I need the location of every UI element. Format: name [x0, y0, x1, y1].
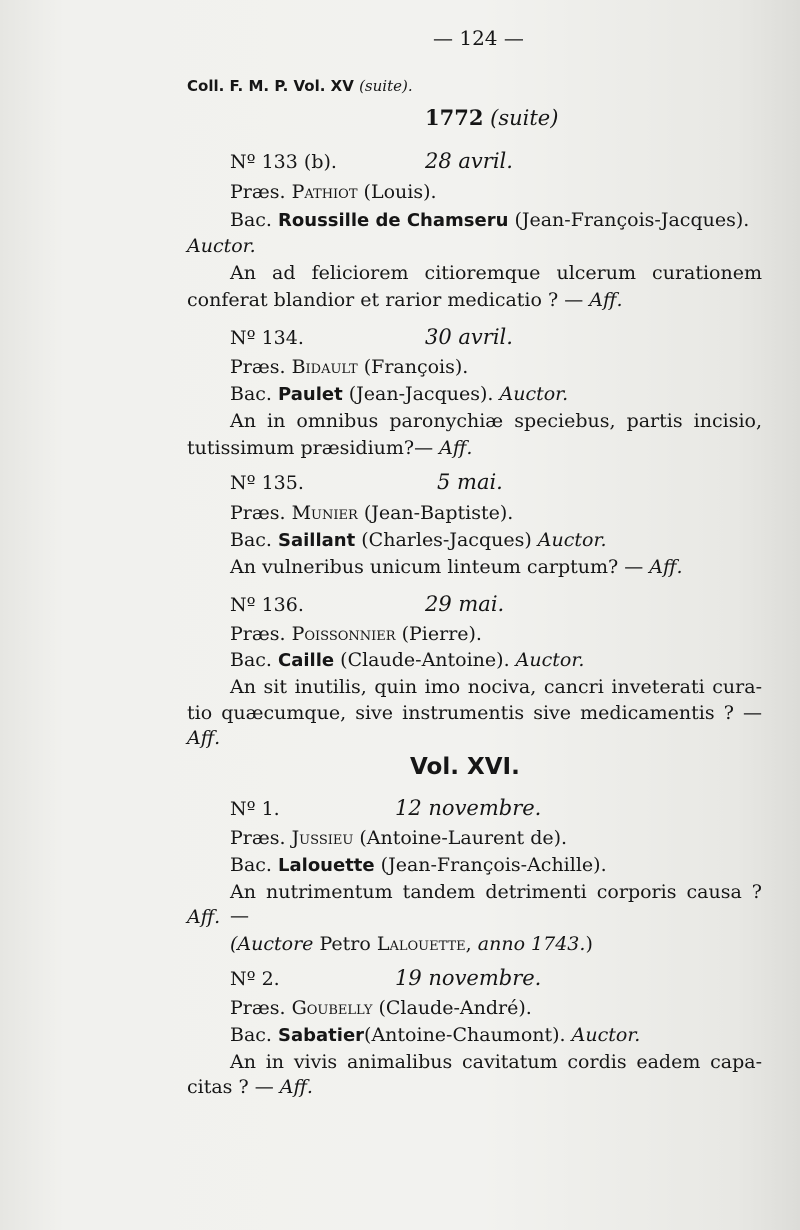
aff: Aff. — [649, 556, 683, 578]
bac-line — [230, 382, 568, 407]
question-line — [187, 436, 472, 460]
bac-surname: Paulet — [278, 384, 343, 405]
praeses-surname: Goubelly — [291, 997, 373, 1019]
praeses-label: Præs. — [230, 181, 286, 203]
note-anno: anno 1743. — [477, 933, 586, 955]
praeses-line — [230, 501, 513, 525]
bac-line — [230, 528, 607, 553]
praeses-surname: Munier — [291, 502, 358, 524]
praeses-surname: Jussieu — [291, 827, 354, 849]
bac-surname: Saillant — [278, 530, 356, 551]
entry-number: Nº 1. — [230, 798, 280, 820]
note-surname: Lalouette, — [376, 933, 472, 955]
bac-given: (Jean-François-Achille). — [380, 854, 607, 876]
bac-surname: Caille — [278, 650, 335, 671]
entry-date: 29 mai. — [425, 592, 505, 616]
entry-number: Nº 2. — [230, 968, 280, 990]
bac-line — [230, 1023, 640, 1048]
praeses-line — [230, 996, 532, 1020]
question-line: An in vivis animalibus cavitatum cordis eadem capa- — [230, 1051, 762, 1073]
praeses-label: Præs. — [230, 827, 286, 849]
auctore-note — [230, 932, 593, 956]
entry-number: Nº 135. — [230, 472, 304, 494]
bac-given: (Jean-François-Jacques). — [514, 209, 750, 231]
question-line — [187, 1075, 313, 1099]
aff: Aff. — [439, 437, 473, 459]
entry-number: Nº 133 (b). — [230, 151, 337, 173]
question-text: tutissimum præsidium?— — [187, 437, 434, 459]
entry-date: 28 avril. — [425, 149, 513, 173]
question-line: An nutrimentum tandem detrimenti corporis causa ? — — [230, 881, 762, 927]
praeses-given: (Louis). — [363, 181, 437, 203]
year: 1772 — [425, 105, 484, 130]
entry-date: 30 avril. — [425, 325, 513, 349]
praeses-given: (Pierre). — [401, 623, 482, 645]
collection-suite: (suite). — [359, 77, 413, 95]
praeses-line — [230, 622, 482, 646]
entry-date: 12 novembre. — [395, 796, 542, 820]
entry-date: 5 mai. — [437, 470, 503, 494]
bac-label: Bac. — [230, 854, 272, 876]
auctor: Auctor. — [499, 383, 569, 405]
bac-surname: Sabatier — [278, 1025, 365, 1046]
question-line: An ad feliciorem citioremque ulcerum curationem — [230, 262, 762, 284]
page-number: — 124 — — [433, 26, 524, 50]
entry-number: Nº 136. — [230, 594, 304, 616]
question-line — [187, 288, 623, 312]
bac-given: (Jean-Jacques). — [348, 383, 494, 405]
aff: Aff. — [279, 1076, 313, 1098]
bac-given: (Charles-Jacques) — [361, 529, 532, 551]
volume-heading: Vol. XVI. — [410, 754, 520, 780]
question-text: citas ? — — [187, 1076, 274, 1098]
praeses-line — [230, 826, 567, 850]
question-line — [230, 555, 683, 579]
auctor: Auctor. — [515, 649, 585, 671]
praeses-label: Præs. — [230, 502, 286, 524]
bac-given: (Antoine-Chaumont). — [364, 1024, 566, 1046]
question-line: An in omnibus paronychiæ speciebus, partis incisio, — [230, 410, 762, 432]
praeses-surname: Poissonnier — [291, 623, 396, 645]
praeses-label: Præs. — [230, 997, 286, 1019]
bac-label: Bac. — [230, 209, 272, 231]
question-text: An vulneribus unicum linteum carptum? — — [230, 556, 644, 578]
praeses-label: Præs. — [230, 623, 286, 645]
question-text: conferat blandior et rarior medicatio ? — — [187, 289, 584, 311]
auctor: Auctor. — [537, 529, 607, 551]
aff: Aff. — [187, 906, 221, 928]
bac-surname: Roussille de Chamseru — [278, 210, 509, 231]
bac-label: Bac. — [230, 649, 272, 671]
praeses-line — [230, 180, 437, 204]
bac-label: Bac. — [230, 1024, 272, 1046]
auctor: Auctor. — [187, 235, 256, 257]
question-line: tio quæcumque, sive instrumentis sive medicamentis ? — — [187, 702, 762, 724]
bac-label: Bac. — [230, 529, 272, 551]
bac-line — [230, 648, 584, 673]
note-given: Petro — [319, 933, 371, 955]
question-line: An sit inutilis, quin imo nociva, cancri inveterati cura- — [230, 676, 762, 698]
bac-line — [230, 853, 607, 878]
aff: Aff. — [589, 289, 623, 311]
aff: Aff. — [187, 727, 221, 749]
praeses-given: (Jean-Baptiste). — [363, 502, 514, 524]
year-heading — [425, 106, 558, 130]
bac-label: Bac. — [230, 383, 272, 405]
bac-given: (Claude-Antoine). — [340, 649, 510, 671]
collection-label: Coll. F. M. P. Vol. XV — [187, 77, 354, 95]
entry-number: Nº 134. — [230, 327, 304, 349]
praeses-given: (Antoine-Laurent de). — [359, 827, 568, 849]
bac-surname: Lalouette — [278, 855, 375, 876]
auctor: Auctor. — [571, 1024, 641, 1046]
praeses-given: (François). — [363, 356, 469, 378]
praeses-surname: Pathiot — [291, 181, 358, 203]
praeses-line — [230, 355, 468, 379]
year-suite: (suite) — [490, 106, 559, 130]
bac-line — [230, 208, 749, 233]
praeses-surname: Bidault — [291, 356, 358, 378]
praeses-label: Præs. — [230, 356, 286, 378]
entry-date: 19 novembre. — [395, 966, 542, 990]
note-open: (Auctore — [230, 933, 314, 955]
note-close: ) — [585, 933, 593, 955]
praeses-given: (Claude-André). — [378, 997, 532, 1019]
collection-header — [187, 74, 413, 98]
